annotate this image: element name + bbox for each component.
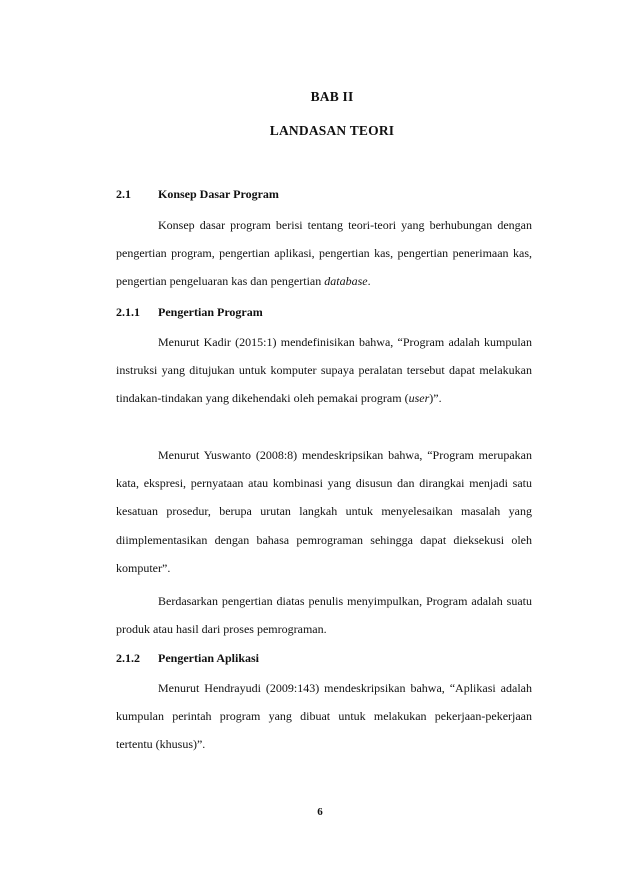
section-number: 2.1.1 (116, 305, 140, 319)
paragraph-yuswanto: Menurut Yuswanto (2008:8) mendeskripsikan bahwa, “Program merupakan kata, ekspresi, pernyataan atau kombinasi yang disusun dan dirangkai menjadi satu kesatuan prosedur, berupa urutan langkah untuk menyelesaikan masalah yang diimplementasikan dengan bahasa pemrograman sehingga dapat dieksekusi oleh komputer”. (116, 448, 532, 575)
section-heading-2-1-2 (116, 651, 259, 666)
paragraph-kesimpulan: Berdasarkan pengertian diatas penulis menyimpulkan, Program adalah suatu produk atau hasil dari proses pemrograman. (116, 594, 532, 637)
paragraph-konsep-dasar: Konsep dasar program berisi tentang teori-teori yang berhubungan dengan pengertian program, pengertian aplikasi, pengertian kas, pengertian penerimaan kas, pengertian pengeluaran kas dan pengertian database. (116, 218, 532, 289)
paragraph-kadir: Menurut Kadir (2015:1) mendefinisikan bahwa, “Program adalah kumpulan instruksi yang ditujukan untuk komputer supaya peralatan tersebut dapat melakukan tindakan-tindakan yang dikehendaki oleh pemakai program (user)”. (116, 335, 532, 406)
chapter-title: LANDASAN TEORI (269, 123, 395, 138)
chapter-number: BAB II (310, 89, 354, 104)
page-number: 6 (317, 806, 323, 818)
section-heading-2-1-1 (116, 305, 263, 320)
section-title: Pengertian Program (158, 305, 263, 319)
section-title: Konsep Dasar Program (158, 187, 279, 201)
section-title: Pengertian Aplikasi (158, 651, 260, 665)
paragraph-hendrayudi: Menurut Hendrayudi (2009:143) mendeskripsikan bahwa, “Aplikasi adalah kumpulan perintah program yang dibuat untuk melakukan pekerjaan-pekerjaan tertentu (khusus)”. (116, 681, 532, 752)
section-number: 2.1 (116, 187, 131, 201)
italic-term: database (324, 274, 368, 289)
italic-term: user (408, 391, 430, 406)
section-number: 2.1.2 (116, 651, 140, 665)
section-heading-2-1 (116, 187, 279, 202)
